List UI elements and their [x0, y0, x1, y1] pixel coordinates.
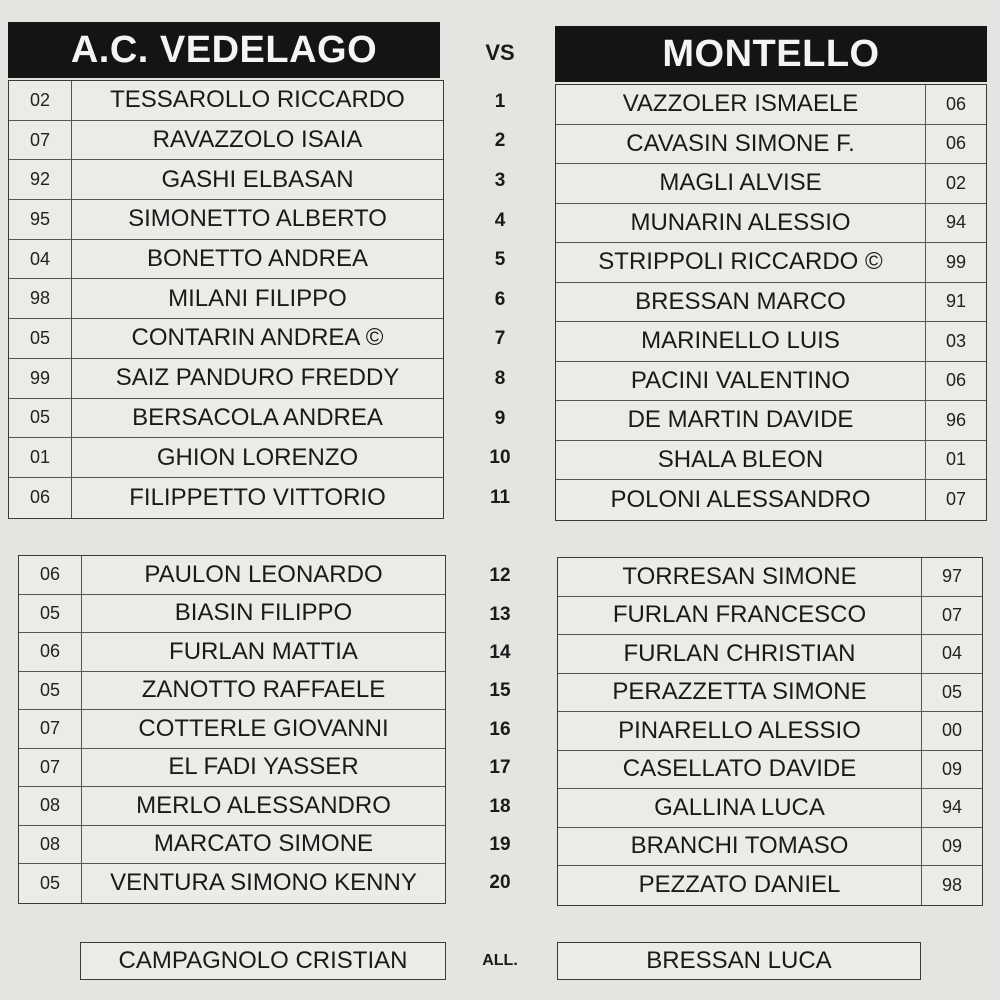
birth-year: 94 [925, 204, 986, 243]
birth-year: 07 [9, 121, 72, 160]
player-row [19, 633, 445, 672]
player-row [558, 558, 982, 597]
player-row [19, 749, 445, 788]
birth-year: 95 [9, 200, 72, 239]
birth-year: 00 [921, 712, 982, 750]
player-row [556, 164, 986, 204]
player-row [19, 672, 445, 711]
player-name: FURLAN FRANCESCO [612, 601, 867, 629]
birth-year: 05 [19, 595, 82, 633]
player-name: PEZZATO DANIEL [638, 871, 841, 899]
starter-shirt-numbers [470, 82, 530, 518]
birth-year: 97 [921, 558, 982, 596]
player-name: MILANI FILIPPO [168, 284, 347, 312]
player-row [558, 712, 982, 751]
shirt-number: 8 [494, 367, 506, 389]
shirt-number: 10 [489, 447, 511, 469]
birth-year: 02 [9, 81, 72, 120]
player-row [9, 478, 443, 518]
birth-year: 05 [19, 864, 82, 903]
birth-year: 06 [19, 556, 82, 594]
player-row [558, 828, 982, 867]
player-row [556, 283, 986, 323]
birth-year: 91 [925, 283, 986, 322]
birth-year: 99 [9, 359, 72, 398]
shirt-number: 2 [494, 130, 506, 152]
shirt-number: 6 [494, 288, 506, 310]
player-row [9, 438, 443, 478]
birth-year: 09 [921, 828, 982, 866]
player-name: FILIPPETTO VITTORIO [129, 483, 386, 511]
player-name: ZANOTTO RAFFAELE [141, 676, 386, 704]
coach-label: ALL. [482, 952, 518, 969]
player-row [556, 480, 986, 520]
player-name: MUNARIN ALESSIO [630, 208, 851, 236]
shirt-number: 19 [489, 833, 511, 855]
birth-year: 01 [9, 438, 72, 477]
player-name: MERLO ALESSANDRO [136, 791, 391, 819]
shirt-number: 13 [489, 603, 511, 625]
birth-year: 99 [925, 243, 986, 282]
player-name: FURLAN MATTIA [169, 637, 358, 665]
player-row [556, 322, 986, 362]
player-row [558, 866, 982, 905]
birth-year: 06 [925, 85, 986, 124]
player-name: CAVASIN SIMONE F. [626, 129, 855, 157]
player-name: BRANCHI TOMASO [630, 832, 849, 860]
player-name: BERSACOLA ANDREA [132, 403, 383, 431]
birth-year: 07 [921, 597, 982, 635]
birth-year: 05 [9, 399, 72, 438]
birth-year: 05 [921, 674, 982, 712]
player-row [556, 204, 986, 244]
player-row [558, 789, 982, 828]
shirt-number: 17 [489, 757, 511, 779]
player-row [19, 556, 445, 595]
shirt-number: 20 [489, 872, 511, 894]
shirt-number: 11 [489, 486, 511, 508]
player-name: PAULON LEONARDO [144, 560, 383, 588]
player-name: SAIZ PANDURO FREDDY [115, 364, 400, 392]
player-name: CASELLATO DAVIDE [622, 755, 857, 783]
player-row [9, 399, 443, 439]
away-coach: BRESSAN LUCA [557, 942, 921, 980]
player-row [556, 85, 986, 125]
player-row [19, 864, 445, 903]
birth-year: 05 [9, 319, 72, 358]
player-name: VENTURA SIMONO KENNY [110, 869, 417, 897]
player-row [558, 635, 982, 674]
birth-year: 06 [9, 478, 72, 518]
player-name: MARINELLO LUIS [641, 327, 840, 355]
home-subs-table [18, 555, 446, 904]
birth-year: 07 [925, 480, 986, 520]
player-name: PERAZZETTA SIMONE [612, 678, 867, 706]
player-name: PACINI VALENTINO [630, 366, 851, 394]
birth-year: 06 [19, 633, 82, 671]
shirt-number: 4 [494, 209, 506, 231]
vs-label: VS [485, 40, 515, 65]
away-subs-table [557, 557, 983, 906]
birth-year: 06 [925, 362, 986, 401]
player-row [19, 595, 445, 634]
birth-year: 92 [9, 160, 72, 199]
shirt-number: 16 [489, 718, 511, 740]
shirt-number: 18 [489, 795, 511, 817]
player-row [556, 125, 986, 165]
away-starters-table [555, 84, 987, 521]
player-row [9, 200, 443, 240]
player-name: BONETTO ANDREA [147, 245, 368, 273]
player-name: GHION LORENZO [156, 443, 359, 471]
birth-year: 04 [921, 635, 982, 673]
shirt-number: 1 [494, 90, 506, 112]
birth-year: 04 [9, 240, 72, 279]
player-row [9, 359, 443, 399]
player-name: DE MARTIN DAVIDE [627, 406, 854, 434]
player-name: CONTARIN ANDREA © [131, 324, 384, 352]
player-name: TORRESAN SIMONE [622, 562, 857, 590]
player-row [9, 160, 443, 200]
player-row [556, 362, 986, 402]
player-name: STRIPPOLI RICCARDO © [598, 248, 883, 276]
player-row [558, 674, 982, 713]
birth-year: 07 [19, 710, 82, 748]
player-name: TESSAROLLO RICCARDO [110, 86, 405, 114]
player-name: FURLAN CHRISTIAN [623, 639, 856, 667]
birth-year: 02 [925, 164, 986, 203]
birth-year: 94 [921, 789, 982, 827]
player-name: RAVAZZOLO ISAIA [152, 126, 363, 154]
player-row [9, 121, 443, 161]
player-name: EL FADI YASSER [168, 753, 359, 781]
player-row [19, 826, 445, 865]
player-row [9, 279, 443, 319]
player-row [9, 81, 443, 121]
birth-year: 01 [925, 441, 986, 480]
birth-year: 09 [921, 751, 982, 789]
away-team-name: MONTELLO [555, 26, 987, 82]
shirt-number: 9 [494, 407, 506, 429]
shirt-number: 15 [489, 680, 511, 702]
player-row [19, 710, 445, 749]
birth-year: 98 [921, 866, 982, 905]
shirt-number: 7 [494, 328, 506, 350]
birth-year: 08 [19, 826, 82, 864]
player-row [9, 240, 443, 280]
home-starters-table [8, 80, 444, 519]
player-name: MARCATO SIMONE [153, 830, 374, 858]
player-row [558, 597, 982, 636]
player-name: PINARELLO ALESSIO [618, 716, 861, 744]
sub-shirt-numbers [470, 557, 530, 903]
birth-year: 06 [925, 125, 986, 164]
player-row [556, 441, 986, 481]
player-row [558, 751, 982, 790]
birth-year: 08 [19, 787, 82, 825]
shirt-number: 3 [494, 169, 506, 191]
player-name: POLONI ALESSANDRO [610, 485, 871, 513]
player-name: COTTERLE GIOVANNI [138, 714, 389, 742]
birth-year: 05 [19, 672, 82, 710]
shirt-number: 14 [489, 641, 511, 663]
birth-year: 03 [925, 322, 986, 361]
player-name: VAZZOLER ISMAELE [622, 90, 859, 118]
player-row [9, 319, 443, 359]
player-name: SHALA BLEON [657, 445, 824, 473]
birth-year: 96 [925, 401, 986, 440]
player-name: BRESSAN MARCO [635, 287, 846, 315]
player-name: BIASIN FILIPPO [174, 599, 353, 627]
player-name: GASHI ELBASAN [161, 165, 354, 193]
player-name: GALLINA LUCA [654, 793, 825, 821]
birth-year: 07 [19, 749, 82, 787]
player-name: MAGLI ALVISE [659, 169, 822, 197]
home-coach: CAMPAGNOLO CRISTIAN [80, 942, 446, 980]
home-team-name: A.C. VEDELAGO [8, 22, 440, 78]
shirt-number: 5 [494, 249, 506, 271]
player-name: SIMONETTO ALBERTO [128, 205, 387, 233]
birth-year: 98 [9, 279, 72, 318]
player-row [19, 787, 445, 826]
player-row [556, 243, 986, 283]
shirt-number: 12 [489, 565, 511, 587]
player-row [556, 401, 986, 441]
